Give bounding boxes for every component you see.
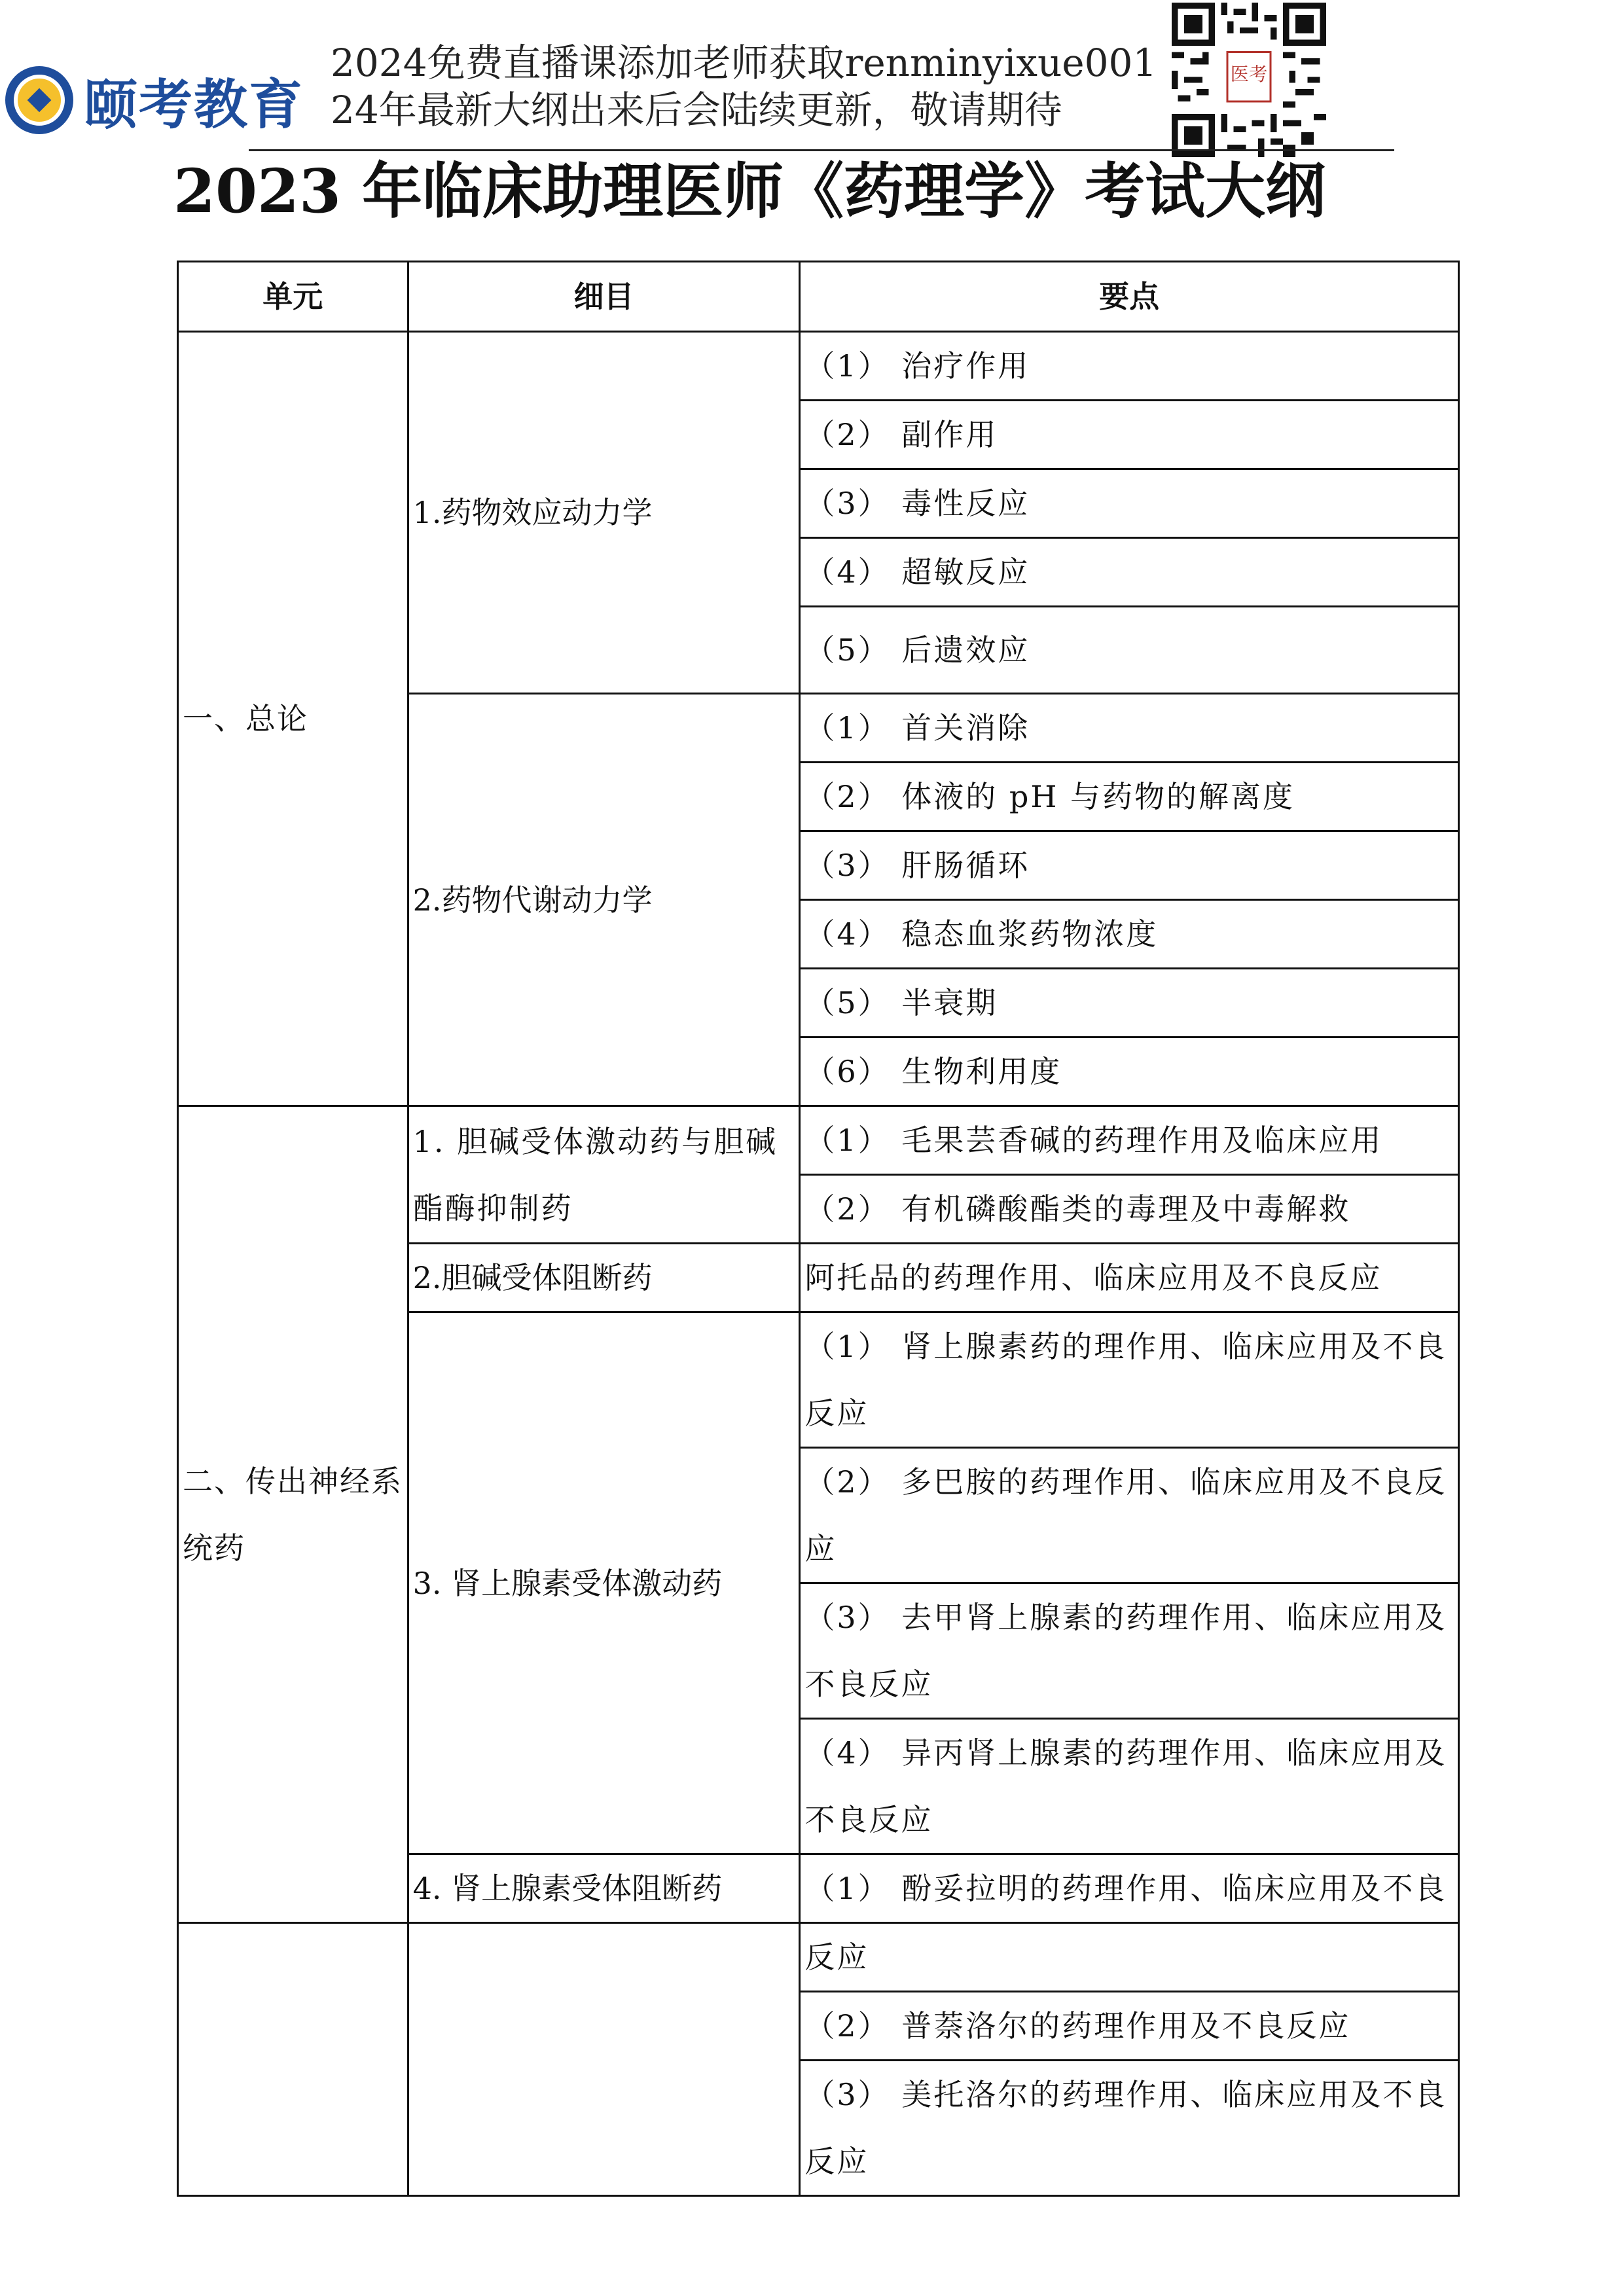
point-cell: （2） 普萘洛尔的药理作用及不良反应 — [800, 1992, 1459, 2061]
detail-cell: 2.胆碱受体阻断药 — [408, 1244, 800, 1312]
qr-label: 医考 — [1230, 63, 1268, 85]
point-cell: （5） 后遗效应 — [800, 607, 1459, 694]
detail-cell: 4. 肾上腺素受体阻断药 — [408, 1854, 800, 1923]
detail-cell: 1. 胆碱受体激动药与胆碱酯酶抑制药 — [408, 1106, 800, 1244]
header-rule — [249, 149, 1394, 151]
point-cell: （6） 生物利用度 — [800, 1037, 1459, 1106]
unit-cell: 一、总论 — [178, 332, 408, 1106]
logo-text: 颐考教育 — [84, 73, 304, 136]
detail-cell — [408, 1923, 800, 2196]
point-cell: （1） 治疗作用 — [800, 332, 1459, 401]
promo-line-2: 24年最新大纲出来后会陆续更新，敬请期待 — [331, 88, 1062, 132]
point-cell: （2） 有机磷酸酯类的毒理及中毒解救 — [800, 1175, 1459, 1244]
table-row — [178, 332, 1459, 401]
promo-text — [331, 39, 1157, 134]
unit-cell: 二、传出神经系统药 — [178, 1106, 408, 1923]
point-cell: （3） 肝肠循环 — [800, 831, 1459, 900]
point-cell: （4） 异丙肾上腺素的药理作用、临床应用及不良反应 — [800, 1719, 1459, 1854]
point-cell: （2） 多巴胺的药理作用、临床应用及不良反应 — [800, 1448, 1459, 1583]
point-cell: （1） 肾上腺素药的理作用、临床应用及不良反应 — [800, 1312, 1459, 1448]
point-cell: （3） 美托洛尔的药理作用、临床应用及不良反应 — [800, 2061, 1459, 2196]
brand-logo — [5, 60, 304, 140]
promo-line-1: 2024免费直播课添加老师获取renminyixue001 — [331, 41, 1157, 85]
detail-cell: 1.药物效应动力学 — [408, 332, 800, 694]
logo-emblem-icon — [5, 66, 73, 134]
point-cell: （3） 毒性反应 — [800, 469, 1459, 538]
point-cell: （1） 毛果芸香碱的药理作用及临床应用 — [800, 1106, 1459, 1175]
point-cell: （4） 稳态血浆药物浓度 — [800, 900, 1459, 969]
point-cell: （3） 去甲肾上腺素的药理作用、临床应用及不良反应 — [800, 1583, 1459, 1719]
unit-cell — [178, 1923, 408, 2196]
syllabus-table — [177, 261, 1460, 2197]
point-cell: 阿托品的药理作用、临床应用及不良反应 — [800, 1244, 1459, 1312]
table-row — [178, 1106, 1459, 1175]
page-title: 2023 年临床助理医师《药理学》考试大纲 — [173, 156, 1326, 226]
point-cell: 反应 — [800, 1923, 1459, 1992]
point-cell: （2） 副作用 — [800, 401, 1459, 469]
qr-code-icon — [1172, 3, 1326, 157]
point-cell: （5） 半衰期 — [800, 969, 1459, 1037]
point-cell: （1） 酚妥拉明的药理作用、临床应用及不良 — [800, 1854, 1459, 1923]
header-point: 要点 — [800, 262, 1459, 332]
header-detail: 细目 — [408, 262, 800, 332]
header-unit: 单元 — [178, 262, 408, 332]
point-cell: （2） 体液的 pH 与药物的解离度 — [800, 763, 1459, 831]
detail-cell: 2.药物代谢动力学 — [408, 694, 800, 1106]
detail-cell: 3. 肾上腺素受体激动药 — [408, 1312, 800, 1854]
table-row — [178, 1923, 1459, 1992]
point-cell: （4） 超敏反应 — [800, 538, 1459, 607]
table-header-row — [178, 262, 1459, 332]
point-cell: （1） 首关消除 — [800, 694, 1459, 763]
